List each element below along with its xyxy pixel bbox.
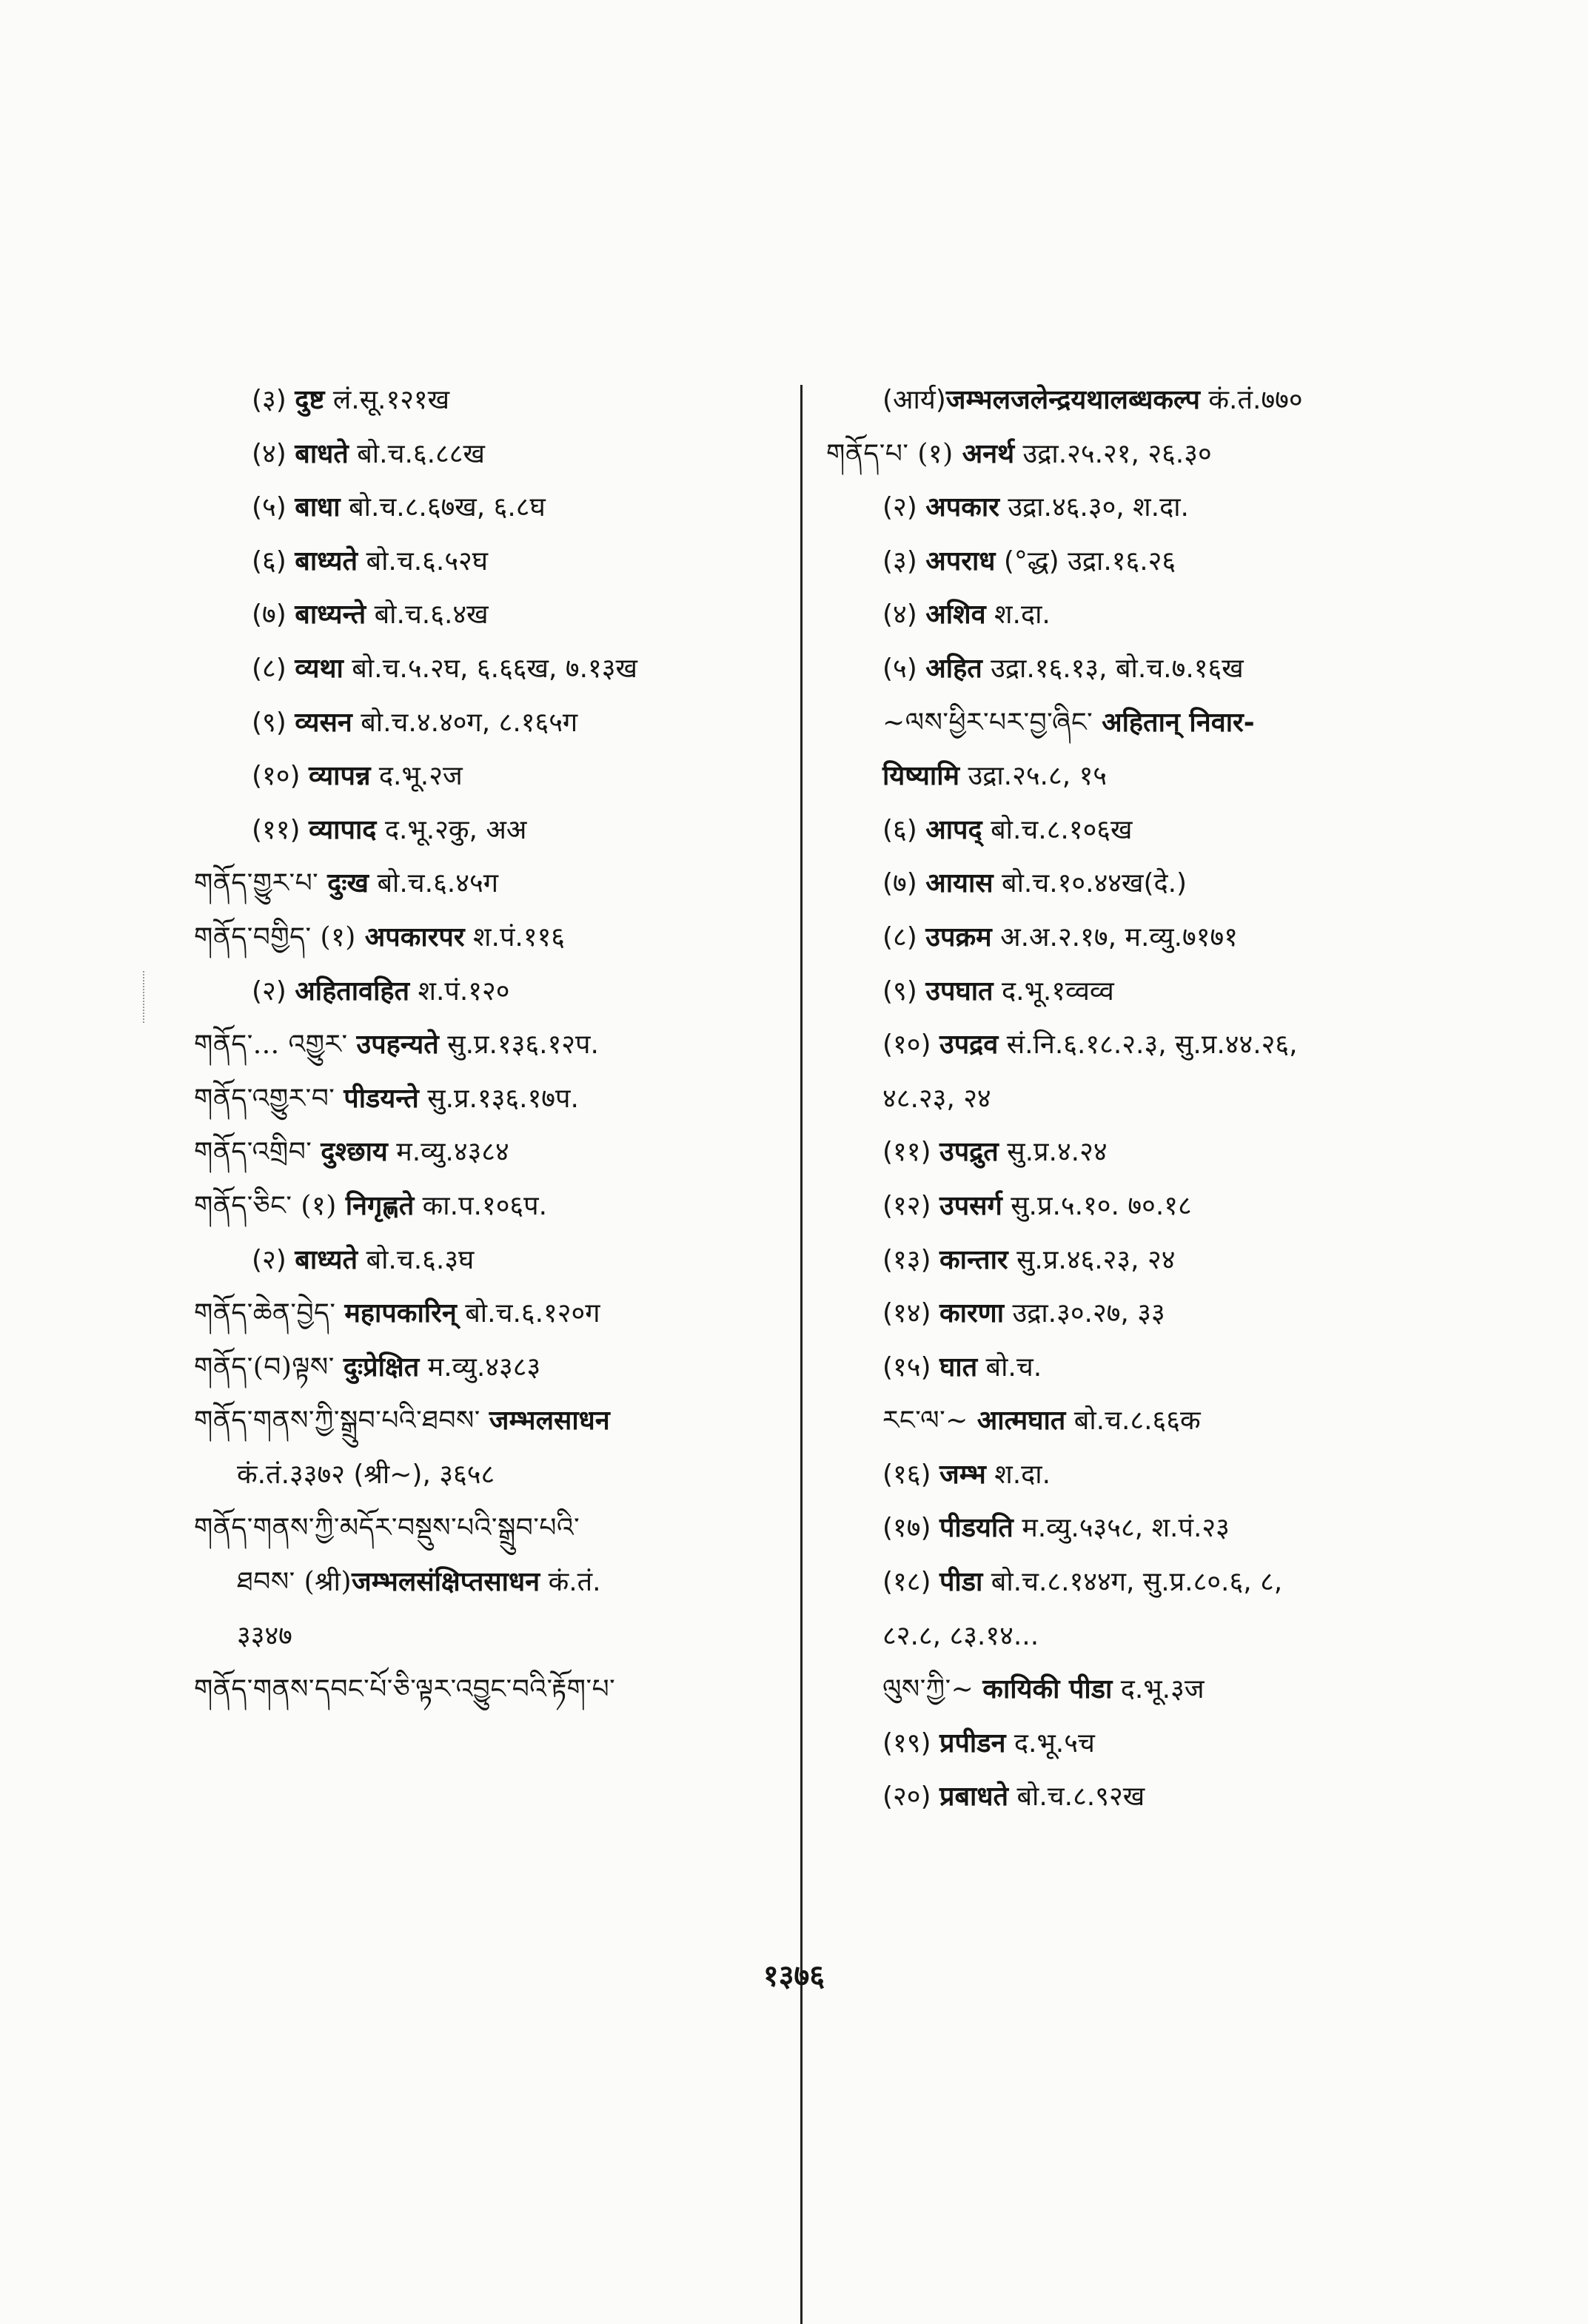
entry-headword: पीडा (939, 1567, 983, 1598)
entry-prefix: (१२) (882, 1190, 939, 1221)
entry-reference: सं.नि.६.१८.२.३, सु.प्र.४४.२६, (998, 1030, 1298, 1061)
dictionary-entry-line (194, 535, 786, 589)
entry-headword: उपहन्यते (356, 1030, 439, 1061)
entry-prefix: ३३४७ (237, 1620, 292, 1651)
entry-headword: बाधते (295, 438, 349, 469)
entry-prefix: གནོད་གནས་ཀྱི་སྒྲུབ་པའི་ཐབས་ (194, 1406, 489, 1437)
entry-prefix: (२) (882, 492, 926, 523)
dictionary-entry-line (194, 857, 786, 911)
entry-prefix: (७) (252, 600, 295, 631)
entry-headword: व्यापन्न (308, 761, 371, 792)
entry-reference: का.प.१०६प. (414, 1190, 548, 1221)
entry-prefix: གནོད་གྱུར་པ་ (194, 868, 328, 899)
dictionary-entry-line (826, 1448, 1418, 1502)
dictionary-entry-line (826, 1341, 1418, 1395)
entry-headword: व्यसन (295, 707, 352, 738)
dictionary-entry-line (826, 1610, 1418, 1664)
dictionary-entry-line (826, 588, 1418, 642)
entry-prefix: (९) (882, 975, 926, 1007)
entry-prefix: གནོད་ཆེན་བྱེད་ (194, 1298, 345, 1329)
dictionary-entry-line (194, 750, 786, 804)
entry-prefix: (१६) (882, 1459, 939, 1490)
entry-headword: जम्भलसाधन (489, 1406, 610, 1437)
dictionary-entry-line (194, 1126, 786, 1180)
entry-reference: बो.च.६.५२घ (358, 545, 489, 577)
entry-reference: म.व्यु.५३५८, श.पं.२३ (1013, 1513, 1230, 1544)
dictionary-entry-line (194, 1287, 786, 1341)
entry-prefix: ४८.२३, २४ (882, 1083, 991, 1114)
entry-reference: बो.च.८.१०६ख (982, 814, 1133, 845)
entry-reference: बो.च.८.६६क (1065, 1406, 1201, 1437)
dictionary-entry-line (194, 1556, 786, 1610)
entry-headword: बाध्यते (295, 545, 358, 577)
dictionary-entry-line (826, 428, 1418, 482)
entry-reference: द.भू.१व्वव्व (993, 975, 1114, 1007)
entry-headword: पीडयन्ते (344, 1083, 419, 1114)
dictionary-entry-line (826, 1556, 1418, 1610)
entry-reference: उद्रा.४६.३०, श.दा. (999, 492, 1189, 523)
entry-prefix: (५) (252, 492, 295, 523)
entry-headword: व्यापाद (308, 814, 377, 845)
entry-prefix: (८) (252, 653, 295, 684)
dictionary-entry-line (194, 1502, 786, 1556)
entry-headword: बाध्यते (295, 1244, 358, 1275)
entry-headword: जम्भ (939, 1459, 986, 1490)
dictionary-entry-line (826, 374, 1418, 428)
dictionary-entry-line (826, 1126, 1418, 1180)
entry-reference: बो.च. (977, 1351, 1042, 1383)
dictionary-entry-line (826, 1180, 1418, 1234)
dictionary-entry-line (194, 696, 786, 750)
entry-headword: बाधा (295, 492, 341, 523)
entry-prefix: གནོད་བགྱིད་ (१) (194, 921, 365, 953)
entry-headword: आपद् (925, 814, 982, 845)
dictionary-entry-line (194, 1180, 786, 1234)
entry-headword: जम्भलजलेन्द्रयथालब्धकल्प (945, 385, 1200, 415)
dictionary-entry-line (194, 428, 786, 482)
entry-prefix: (५) (882, 653, 926, 684)
dictionary-entry-line (194, 1018, 786, 1072)
dictionary-entry-line (194, 588, 786, 642)
entry-reference: बो.च.६.३घ (358, 1244, 475, 1275)
entry-prefix: གནོད་འགྲིབ་ (194, 1137, 321, 1168)
dictionary-entry-line (826, 911, 1418, 965)
entry-headword: अशिव (925, 600, 986, 631)
entry-prefix: གནོད་ཅིང་ (१) (194, 1190, 346, 1221)
dictionary-entry-line (826, 857, 1418, 911)
entry-reference: उद्रा.२५.८, १५ (959, 761, 1108, 792)
entry-prefix: ལུས་ཀྱི་~ (882, 1674, 983, 1705)
entry-headword: अपराध (925, 545, 996, 577)
entry-reference: बो.च.८.१४४ग, सु.प्र.८०.६, ८, (982, 1567, 1283, 1598)
entry-prefix: (१८) (882, 1567, 939, 1598)
entry-prefix: (२) (252, 975, 295, 1007)
dictionary-entry-line (826, 965, 1418, 1019)
entry-prefix: (३) (882, 545, 926, 577)
entry-headword: महापकारिन् (344, 1298, 457, 1329)
dictionary-entry-line (826, 1394, 1418, 1448)
entry-prefix: (६) (882, 814, 926, 845)
dictionary-entry-line (194, 374, 786, 428)
entry-prefix: (१५) (882, 1351, 939, 1383)
entry-prefix: (१३) (882, 1244, 939, 1275)
entry-prefix: (११) (252, 814, 309, 845)
dictionary-entry-line (826, 696, 1418, 750)
entry-prefix: (३) (252, 385, 295, 415)
entry-headword: दुःप्रेक्षित (343, 1351, 420, 1383)
entry-prefix: གནོད་... འགྱུར་ (194, 1030, 357, 1061)
entry-headword: निगृह्णते (345, 1190, 415, 1221)
entry-prefix: कं.तं.३३७२ (श्री~), ३६५८ (237, 1459, 495, 1490)
dictionary-entry-line (194, 1610, 786, 1664)
dictionary-entry-line (826, 642, 1418, 696)
dictionary-entry-line (826, 1663, 1418, 1717)
entry-headword: आत्मघात (976, 1406, 1066, 1437)
dictionary-entry-line (826, 1770, 1418, 1824)
entry-prefix: (१७) (882, 1513, 939, 1544)
entry-headword: अपकारपर (364, 921, 465, 953)
entry-prefix: (१०) (252, 761, 309, 792)
entry-prefix: རང་ལ་~ (882, 1406, 977, 1437)
entry-headword: दुष्ट (295, 385, 325, 415)
entry-prefix: (२०) (882, 1781, 939, 1813)
entry-prefix: (६) (252, 545, 295, 577)
entry-reference: श.दा. (985, 1459, 1051, 1490)
entry-headword: अहितान् निवार- (1102, 707, 1255, 738)
entry-headword: आयास (925, 868, 994, 899)
entry-prefix: (आर्य) (882, 385, 946, 415)
dictionary-entry-line (194, 1072, 786, 1126)
entry-reference: बो.च.६.८८ख (348, 438, 485, 469)
entry-prefix: (११) (882, 1137, 939, 1168)
entry-prefix: (८) (882, 921, 926, 953)
dictionary-entry-line (194, 642, 786, 696)
entry-headword: उपक्रम (925, 921, 992, 953)
entry-headword: व्यथा (295, 653, 344, 684)
entry-headword: उपघात (925, 975, 994, 1007)
entry-headword: प्रपीडन (939, 1727, 1006, 1759)
entry-reference: सु.प्र.१३६.१२प. (438, 1030, 599, 1061)
page-number: १३७६ (763, 1959, 825, 1993)
entry-reference: उद्रा.२५.२१, २६.३० (1014, 438, 1212, 469)
dictionary-entry-line (826, 1502, 1418, 1556)
dictionary-entry-line (826, 481, 1418, 535)
dictionary-entry-line (194, 1234, 786, 1288)
entry-headword: कान्तार (939, 1244, 1008, 1275)
entry-reference: बो.च.६.४ख (366, 600, 489, 631)
entry-prefix: (१४) (882, 1298, 939, 1329)
dictionary-entry-line (194, 1663, 786, 1717)
entry-reference: बो.च.८.६७ख, ६.८घ (340, 492, 546, 523)
entry-reference: कं.तं. (540, 1567, 601, 1598)
entry-prefix: ८२.८, ८३.१४... (882, 1620, 1039, 1651)
entry-reference: बो.च.१०.४४ख(दे.) (993, 868, 1187, 899)
entry-prefix: གནོད་གནས་དབང་པོ་ཅི་ལྟར་འབྱུང་བའི་རྟོག་པ་ (194, 1674, 616, 1705)
entry-headword: कायिकी पीडा (982, 1674, 1113, 1705)
dictionary-entry-line (826, 1072, 1418, 1126)
entry-reference: श.पं.११६ (464, 921, 566, 953)
entry-prefix: གནོད་པ་ (१) (826, 438, 962, 469)
entry-reference: लं.सू.१२१ख (324, 385, 450, 415)
entry-headword: बाध्यन्ते (295, 600, 366, 631)
entry-reference: द.भू.२कु, अअ (376, 814, 527, 845)
entry-prefix: (१९) (882, 1727, 939, 1759)
entry-reference: (°द्ध) उद्रा.१६.२६ (995, 545, 1176, 577)
entry-reference: अ.अ.२.१७, म.व्यु.७१७१ (991, 921, 1238, 953)
dictionary-entry-line (826, 750, 1418, 804)
entry-headword: जम्भलसंक्षिप्तसाधन (352, 1567, 540, 1598)
entry-reference: म.व्यु.४३८३ (419, 1351, 541, 1383)
left-column (194, 374, 786, 1717)
entry-headword: उपसर्ग (939, 1190, 1002, 1221)
margin-mark (143, 971, 155, 1023)
entry-headword: पीडयति (939, 1513, 1014, 1544)
entry-reference: श.पं.१२० (409, 975, 510, 1007)
column-divider (800, 385, 803, 2324)
entry-prefix: (२) (252, 1244, 295, 1275)
dictionary-entry-line (194, 1448, 786, 1502)
dictionary-entry-line (826, 1287, 1418, 1341)
dictionary-entry-line (194, 1394, 786, 1448)
entry-headword: कारणा (939, 1298, 1005, 1329)
entry-reference: बो.च.८.९२ख (1008, 1781, 1145, 1813)
entry-headword: दुश्छाय (321, 1137, 388, 1168)
dictionary-entry-line (826, 535, 1418, 589)
entry-reference: द.भू.२ज (370, 761, 463, 792)
entry-reference: सु.प्र.४६.२३, २४ (1008, 1244, 1176, 1275)
entry-prefix: གནོད་གནས་ཀྱི་མདོར་བསྡུས་པའི་སྒྲུབ་པའི་ (194, 1513, 580, 1544)
right-column (826, 374, 1418, 1824)
entry-prefix: (७) (882, 868, 926, 899)
entry-reference: द.भू.५च (1005, 1727, 1095, 1759)
entry-reference: सु.प्र.४.२४ (998, 1137, 1108, 1168)
dictionary-entry-line (194, 965, 786, 1019)
dictionary-entry-line (194, 911, 786, 965)
dictionary-entry-line (826, 1717, 1418, 1771)
entry-reference: म.व्यु.४३८४ (387, 1137, 509, 1168)
dictionary-entry-line (826, 1018, 1418, 1072)
entry-headword: प्रबाधते (939, 1781, 1009, 1813)
entry-reference: द.भू.३ज (1112, 1674, 1205, 1705)
dictionary-entry-line (194, 1341, 786, 1395)
entry-headword: घात (939, 1351, 978, 1383)
entry-reference: कं.तं.७७० (1199, 385, 1303, 415)
entry-prefix: (१०) (882, 1030, 939, 1061)
entry-prefix: གནོད་འགྱུར་བ་ (194, 1083, 344, 1114)
entry-headword: अहितावहित (295, 975, 410, 1007)
entry-headword: उपद्रव (939, 1030, 999, 1061)
entry-headword: दुःख (327, 868, 369, 899)
entry-headword: अहित (925, 653, 982, 684)
entry-headword: अपकार (925, 492, 999, 523)
entry-prefix: ~ལས་ཕྱིར་པར་བྱ་ཞིང་ (882, 707, 1102, 738)
dictionary-entry-line (826, 1234, 1418, 1288)
dictionary-entry-line (194, 804, 786, 858)
entry-reference: बो.च.६.१२०ग (456, 1298, 600, 1329)
entry-reference: बो.च.५.२घ, ६.६६ख, ७.१३ख (343, 653, 637, 684)
entry-headword: यिष्यामि (882, 761, 960, 792)
entry-prefix: གནོད་(བ)ལྟས་ (194, 1351, 344, 1383)
entry-headword: उपद्रुत (939, 1137, 999, 1168)
dictionary-entry-line (194, 481, 786, 535)
entry-reference: उद्रा.३०.२७, ३३ (1004, 1298, 1165, 1329)
entry-reference: उद्रा.१६.१३, बो.च.७.१६ख (982, 653, 1244, 684)
entry-prefix: (४) (882, 600, 926, 631)
entry-reference: बो.च.४.४०ग, ८.१६५ग (352, 707, 578, 738)
entry-headword: अनर्थ (962, 438, 1015, 469)
entry-reference: श.दा. (985, 600, 1051, 631)
dictionary-entry-line (826, 804, 1418, 858)
entry-prefix: (४) (252, 438, 295, 469)
entry-reference: सु.प्र.१३६.१७प. (418, 1083, 579, 1114)
entry-prefix: (९) (252, 707, 295, 738)
entry-prefix: ཐབས་ (श्री) (237, 1567, 352, 1598)
entry-reference: सु.प्र.५.१०. ७०.१८ (1002, 1190, 1192, 1221)
entry-reference: बो.च.६.४५ग (369, 868, 498, 899)
